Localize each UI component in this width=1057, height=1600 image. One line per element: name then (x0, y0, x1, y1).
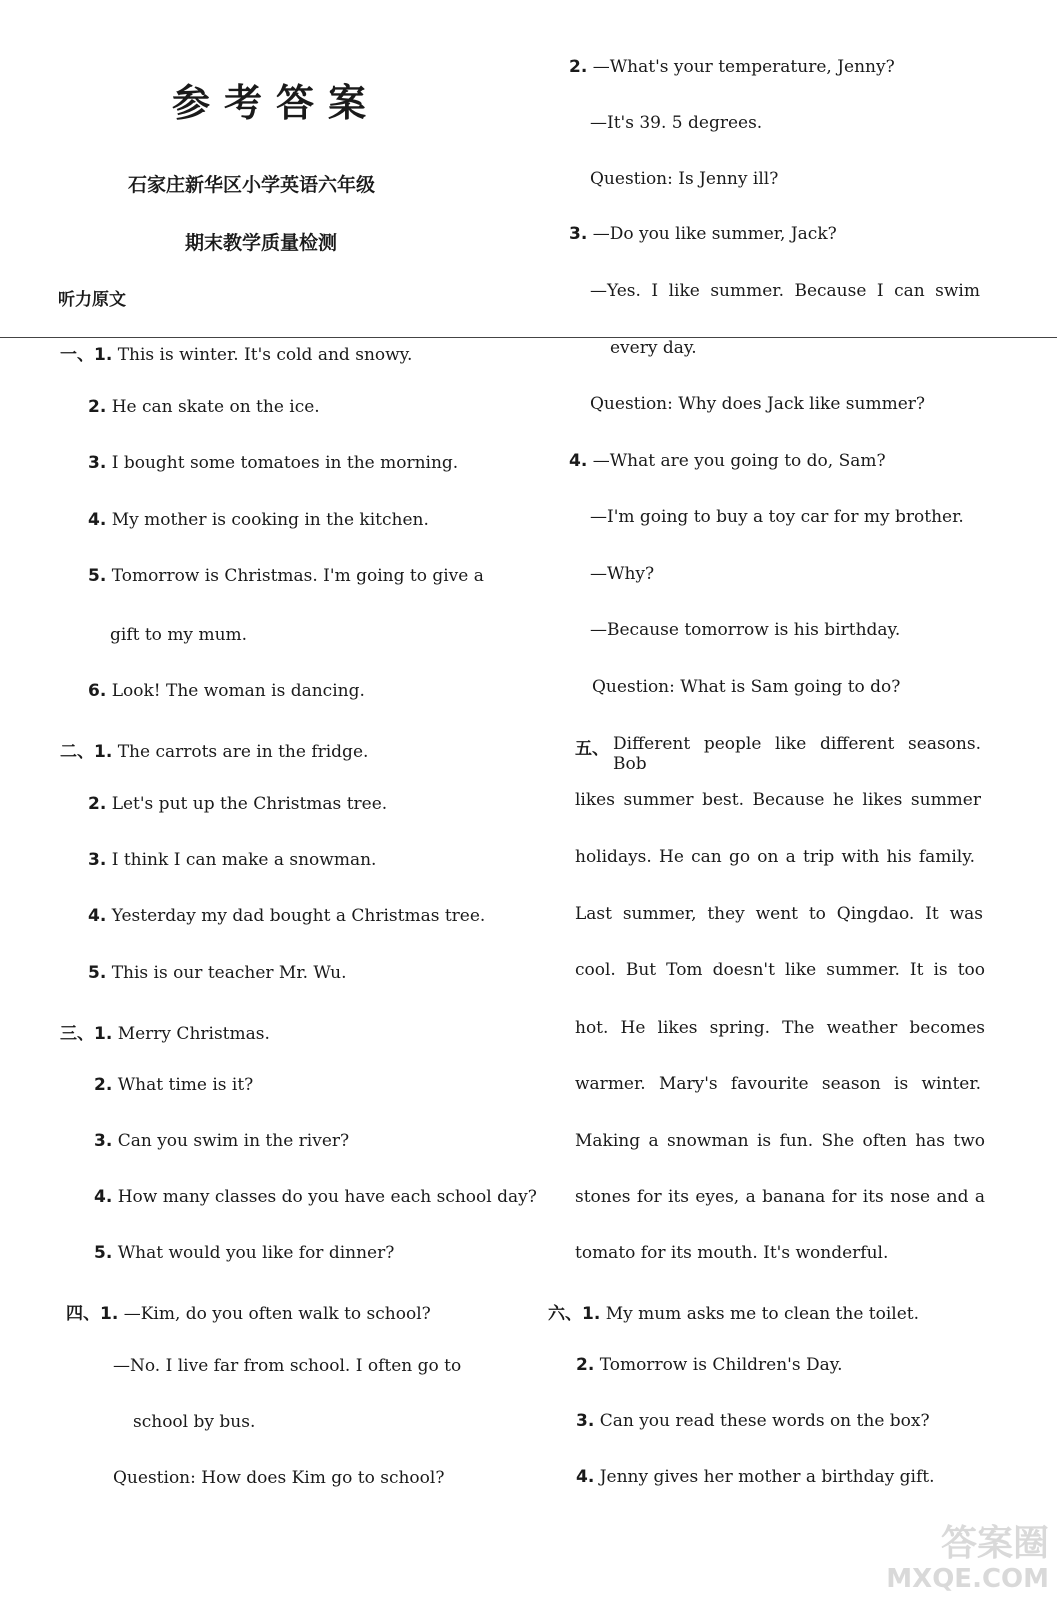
section-4-item-3-reply-cont: every day. (610, 338, 697, 358)
section-4-item-3-question: Question: Why does Jack like summer? (590, 394, 926, 414)
section-1-item-4: 4. My mother is cooking in the kitchen. (88, 510, 429, 530)
section-2-item-4: 4. Yesterday my dad bought a Christmas tree. (88, 906, 486, 926)
section-6-item-4: 4. Jenny gives her mother a birthday gift. (576, 1467, 935, 1487)
section-4-item-1-question: Question: How does Kim go to school? (113, 1468, 445, 1488)
section-marker: 五、 (575, 739, 609, 759)
section-4-item-4-question: Question: What is Sam going to do? (592, 677, 901, 697)
passage-line-6: hot. He likes spring. The weather becomes (575, 1018, 985, 1038)
section-label: 听力原文 (58, 290, 126, 310)
passage-line-10: tomato for its mouth. It's wonderful. (575, 1243, 889, 1263)
header-divider (0, 337, 1057, 338)
passage-line-4: Last summer, they went to Qingdao. It was (575, 904, 983, 924)
section-marker: 六、 (548, 1304, 582, 1324)
section-4-item-1: 四、1. —Kim, do you often walk to school? (66, 1304, 431, 1324)
section-3-item-3: 3. Can you swim in the river? (94, 1131, 350, 1151)
passage-line-5: cool. But Tom doesn't like summer. It is too (575, 960, 985, 980)
section-1-item-2: 2. He can skate on the ice. (88, 397, 320, 417)
exam-subtitle-school: 石家庄新华区小学英语六年级 (128, 174, 376, 196)
page-title: 参考答案 (172, 80, 381, 125)
section-2-item-3: 3. I think I can make a snowman. (88, 850, 377, 870)
section-6-item-2: 2. Tomorrow is Children's Day. (576, 1355, 843, 1375)
section-2-item-1: 二、1. The carrots are in the fridge. (60, 742, 369, 762)
section-6-item-1: 六、1. My mum asks me to clean the toilet. (548, 1304, 920, 1324)
exam-subtitle-name: 期末教学质量检测 (185, 232, 338, 254)
passage-line-1: Different people like different seasons. Bob (613, 734, 981, 774)
section-1-item-5-cont: gift to my mum. (110, 625, 248, 645)
section-3-item-5: 5. What would you like for dinner? (94, 1243, 395, 1263)
section-4-item-2: 2. —What's your temperature, Jenny? (569, 57, 895, 77)
section-4-item-1-reply-cont: school by bus. (133, 1412, 256, 1432)
section-2-item-5: 5. This is our teacher Mr. Wu. (88, 963, 347, 983)
passage-line-9: stones for its eyes, a banana for its nose and a (575, 1187, 985, 1207)
passage-line-2: likes summer best. Because he likes summer (575, 790, 981, 810)
watermark-brand: 答案圈 (940, 1523, 1049, 1564)
section-3-item-2: 2. What time is it? (94, 1075, 254, 1095)
section-4-item-4-reply: —I'm going to buy a toy car for my brother. (590, 507, 964, 527)
section-4-item-2-question: Question: Is Jenny ill? (590, 169, 779, 189)
section-1-item-3: 3. I bought some tomatoes in the morning. (88, 453, 459, 473)
passage-line-7: warmer. Mary's favourite season is winter. (575, 1074, 981, 1094)
section-marker: 四、 (66, 1304, 100, 1324)
section-marker: 二、 (60, 742, 94, 762)
section-4-item-3-reply: —Yes. I like summer. Because I can swim (590, 281, 980, 301)
passage-line-3: holidays. He can go on a trip with his family. (575, 847, 975, 867)
section-3-item-4: 4. How many classes do you have each school day? (94, 1187, 537, 1207)
section-4-item-4: 4. —What are you going to do, Sam? (569, 451, 886, 471)
section-6-item-3: 3. Can you read these words on the box? (576, 1411, 930, 1431)
section-4-item-1-reply: —No. I live far from school. I often go to (113, 1356, 462, 1376)
section-1-item-6: 6. Look! The woman is dancing. (88, 681, 365, 701)
section-4-item-4-why: —Why? (590, 564, 655, 584)
section-marker: 三、 (60, 1024, 94, 1044)
section-marker: 一、 (60, 345, 94, 365)
watermark-url: MXQE.COM (886, 1564, 1049, 1594)
section-4-item-2-reply: —It's 39. 5 degrees. (590, 113, 763, 133)
section-4-item-4-because: —Because tomorrow is his birthday. (590, 620, 901, 640)
section-1-item-1: 一、1. This is winter. It's cold and snowy. (60, 345, 413, 365)
section-3-item-1: 三、1. Merry Christmas. (60, 1024, 270, 1044)
passage-line-8: Making a snowman is fun. She often has two (575, 1131, 985, 1151)
section-1-item-5: 5. Tomorrow is Christmas. I'm going to give a (88, 566, 484, 586)
section-2-item-2: 2. Let's put up the Christmas tree. (88, 794, 388, 814)
watermark-logo (886, 1524, 1049, 1594)
section-4-item-3: 3. —Do you like summer, Jack? (569, 224, 837, 244)
